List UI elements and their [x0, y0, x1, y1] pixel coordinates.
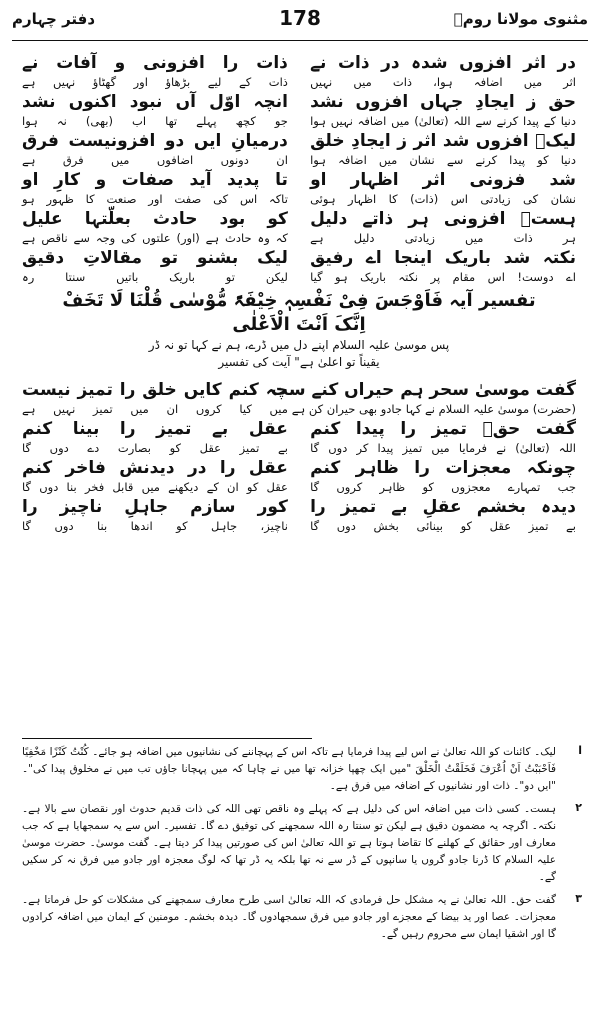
footnote-text: گفت حق۔ اللہ تعالیٰ نے یہ مشکل حل فرمادی کہ اللہ تعالیٰ اسی طرح معارف سمجھنے کی مشکلات کو حل فرماتا ہے۔ معجزات۔ عصا اور ید بیضا کے معجزے اور جادو میں فرق سمجھادوں گا۔ دیدہ بخشم۔ مومنین کے ایمان میں اضافہ کرادوں گا اور اشقیا ایمان سے محروم رہیں گے۔: [22, 894, 556, 940]
hemistich-left: [22, 52, 288, 91]
urdu-translation: اللہ (تعالیٰ) نے فرمایا میں تمیز پیدا کر دوں گا: [310, 441, 576, 455]
persian-verse: چونکہ معجزات را ظاہر کنم: [310, 458, 576, 478]
urdu-translation: لیکن تو باریک باتیں سنتا رہ: [22, 270, 288, 284]
persian-verse: چہ کنم کایں خلق را تمیز نیست: [22, 380, 288, 400]
hemistich-left: [22, 496, 288, 535]
hemistich-left: [22, 130, 288, 169]
hemistich-right: [310, 130, 576, 169]
persian-verse: کور سازم جاہلِ ناچیز را: [22, 497, 288, 517]
couplet: [22, 91, 576, 130]
verse-section-1: [22, 52, 576, 286]
couplet: [22, 130, 576, 169]
page-body: [22, 52, 576, 535]
page-header: [12, 6, 588, 36]
heading-line: اِنَّکَ اَنْتَ الْاَعْلٰی: [232, 314, 366, 335]
header-rule: [12, 40, 588, 41]
verse-section-2: [22, 379, 576, 535]
hemistich-left: [22, 169, 288, 208]
hemistich-right: [310, 418, 576, 457]
hemistich-right: [270, 379, 576, 418]
heading-translation: یقیناً تو اعلیٰ ہے" آیت کی تفسیر: [218, 355, 380, 369]
persian-verse: ذات را افزونی و آفات نے: [22, 53, 288, 73]
persian-verse: دیدہ بخشم عقلِ بے تمیز را: [310, 497, 576, 517]
section-heading: [22, 289, 576, 371]
footnote: [22, 892, 582, 943]
hemistich-right: [310, 208, 576, 247]
urdu-translation: ذات کے لیے بڑھاؤ اور گھٹاؤ نہیں ہے: [22, 75, 288, 89]
volume-title: دفتر چہارم: [12, 10, 96, 28]
urdu-translation: ناچیز، جاہل کو اندھا بنا دوں گا: [22, 519, 288, 533]
urdu-translation: جب تمہارے معجزوں کو ظاہر کروں گا: [310, 480, 576, 494]
persian-verse: ہستؒ افزونی ہر ذاتے دلیل: [310, 209, 576, 229]
urdu-translation: بے تمیز عقل کو بینائی بخش دوں گا: [310, 519, 576, 533]
heading-line: تفسیر آیہ فَاَوْجَسَ فِیْ نَفْسِہٖ خِیْفَۃً مُّوْسٰی قُلْنَا لَا تَخَفْ: [62, 290, 536, 311]
footnote-marker: ۲: [575, 801, 582, 814]
hemistich-right: [310, 169, 576, 208]
persian-verse: گفت حقؒ تمیز را پیدا کنم: [310, 419, 576, 439]
urdu-translation: (حضرت) موسیٰ علیہ السلام نے کہا جادو بھی حیران کن ہے: [291, 402, 576, 416]
couplet: [22, 208, 576, 247]
couplet: [22, 247, 576, 286]
persian-verse: در اثر افزوں شدہ در ذات نے: [310, 53, 576, 73]
persian-verse: درمیانِ ایں دو افزونیست فرق: [22, 131, 288, 151]
urdu-translation: اثر میں اضافہ ہوا، ذات میں نہیں: [310, 75, 576, 89]
persian-verse: عقل بے تمیز را بینا کنم: [22, 419, 288, 439]
footnote-marker: ا: [578, 744, 582, 757]
persian-verse: عقل را در دیدنش فاخر کنم: [22, 458, 288, 478]
urdu-translation: دنیا کو پیدا کرنے سے نشان میں اضافہ ہوا: [310, 153, 576, 167]
couplet: [22, 379, 576, 418]
hemistich-right: [310, 457, 576, 496]
couplet: [22, 457, 576, 496]
hemistich-left: [22, 208, 288, 247]
hemistich-right: [310, 247, 576, 286]
urdu-translation: عقل کو ان کے دیکھنے میں قابل فخر بنا دوں گا: [22, 480, 288, 494]
footnote-text: ہست۔ کسی ذات میں اضافہ اس کی دلیل ہے کہ پہلے وہ ناقص تھی اللہ کی ذات قدیم حدوث اور نقصان سے بالا ہے۔ نکتہ۔ اگرچہ یہ مضمون دقیق ہے لیکن تو سنتا رہ اللہ سمجھنے کی توفیق دے گا۔ تفسیر۔ اس سے یہ سمجھایا ہے کہ جب معارف اور حقائق کے کھلنے کا تقاضا ہوتا ہے تو اللہ تعالیٰ اس کی صورتیں پیدا کر دیتا ہے۔ گفت موسیٰ۔ حضرت موسیٰ علیہ السلام کا ڈرنا جادو گروں یا سانپوں کے ڈر سے نہ تھا بلکہ یہ ڈر تھا کہ لوگ معجزہ اور جادو میں فرق نہ کر سکیں گے۔: [22, 803, 556, 883]
persian-verse: انچہ اوّل آں نبود اکنوں نشد: [22, 92, 288, 112]
urdu-translation: نشان کی زیادتی اس (ذات) کا اظہار ہوئی: [310, 192, 576, 206]
urdu-translation: تاکہ اس کی صفت اور صنعت کا ظہور ہو: [22, 192, 288, 206]
persian-verse: شد فزونی اثر اظہار او: [310, 170, 576, 190]
hemistich-right: [310, 496, 576, 535]
footnotes: [22, 744, 582, 949]
couplet: [22, 418, 576, 457]
persian-verse: نکتہ شد باریک اینجا اے رفیق: [310, 248, 576, 268]
heading-translation: پس موسیٰ علیہ السلام اپنے دل میں ڈرے، ہم نے کہا تو نہ ڈر: [148, 338, 450, 352]
persian-verse: لیک بشنو تو مقالاتِ دقیق: [22, 248, 288, 268]
urdu-translation: اے دوست! اس مقام پر نکتہ باریک ہو گیا: [310, 270, 576, 284]
hemistich-left: [22, 91, 288, 130]
urdu-translation: میں کیا کروں ان میں تمیز نہیں ہے: [22, 402, 288, 416]
urdu-translation: دنیا کے پیدا کرنے سے اللہ (تعالیٰ) میں اضافہ نہیں ہوا: [310, 114, 576, 128]
hemistich-left: [22, 418, 288, 457]
hemistich-left: [22, 247, 288, 286]
hemistich-left: [22, 379, 288, 418]
urdu-translation: ان دونوں اضافوں میں فرق ہے: [22, 153, 288, 167]
urdu-translation: ہر ذات میں زیادتی دلیل ہے: [310, 231, 576, 245]
footnote: [22, 801, 582, 886]
footnote-marker: ۳: [575, 892, 582, 905]
footnote-rule: [22, 738, 312, 739]
persian-verse: لیکؒ افزوں شد اثر ز ایجادِ خلق: [310, 131, 576, 151]
persian-verse: کو بود حادث بعلّتہا علیل: [22, 209, 288, 229]
persian-verse: تا پدید آید صفات و کارِ او: [22, 170, 288, 190]
urdu-translation: بے تمیز عقل کو بصارت دے دوں گا: [22, 441, 288, 455]
urdu-translation: کہ وہ حادث ہے (اور) علتوں کی وجہ سے ناقص ہے: [22, 231, 288, 245]
couplet: [22, 52, 576, 91]
book-title: مثنوی مولانا رومؒ: [453, 10, 588, 28]
persian-verse: حق ز ایجادِ جہاں افزوں نشد: [310, 92, 576, 112]
couplet: [22, 496, 576, 535]
hemistich-right: [310, 91, 576, 130]
page-number: 178: [279, 6, 321, 30]
hemistich-left: [22, 457, 288, 496]
couplet: [22, 169, 576, 208]
hemistich-right: [310, 52, 576, 91]
footnote: [22, 744, 582, 795]
urdu-translation: جو کچھ پہلے تھا اب (بھی) نہ ہوا: [22, 114, 288, 128]
footnote-text: لیک۔ کائنات کو اللہ تعالیٰ نے اس لیے پیدا فرمایا ہے تاکہ اس کے پہچاننے کی نشانیوں میں اضافہ ہو جائے۔ کُنْتُ کَنْزًا مَخْفِیًا فَاَحْبَبْتُ اَنْ اُعْرَفَ فَخَلَقْتُ الْخَلْقَ "میں ایک چھپا خزانہ تھا میں نے چاہا کہ میں پہچانا جاؤں تب میں نے مخلوق پیدا کی"۔ "ایں دو"۔ ذات اور نشانیوں کے اضافہ میں فرق ہے۔: [22, 746, 556, 792]
persian-verse: گفت موسیٰ سحر ہم حیراں کنے ست: [270, 380, 576, 400]
